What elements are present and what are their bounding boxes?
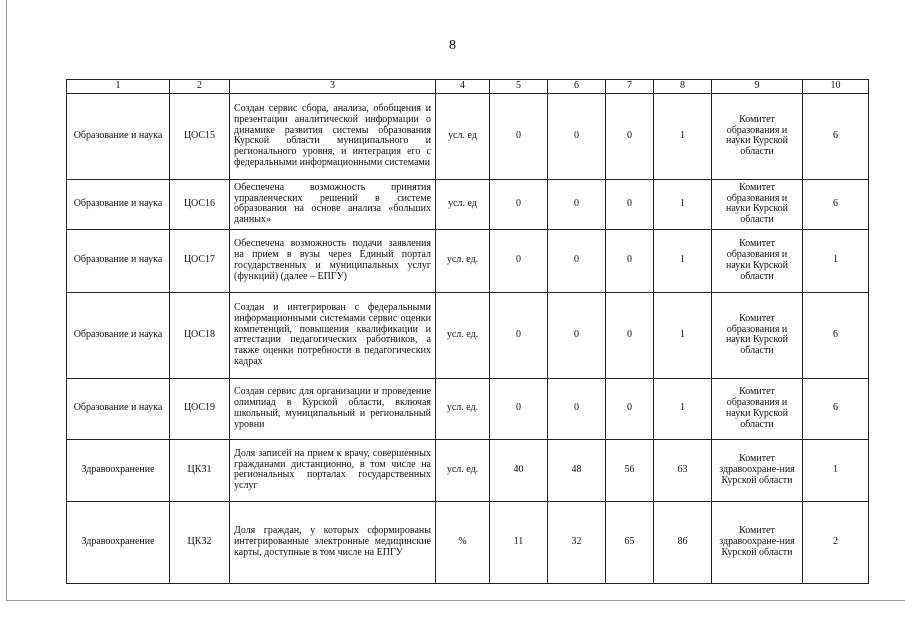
value-cell: 6 (803, 378, 869, 439)
table-row (67, 439, 869, 501)
unit-cell: усл. ед. (436, 229, 490, 292)
unit-cell: усл. ед. (436, 378, 490, 439)
value-cell: 63 (654, 439, 712, 501)
value-cell: 0 (490, 93, 548, 179)
page-edge-left (6, 0, 7, 600)
description-cell: Доля записей на прием к врачу, совершенных гражданами дистанционно, в том числе на региональных порталах государственных услуг (230, 439, 436, 501)
header-cell: 8 (654, 80, 712, 94)
header-cell: 10 (803, 80, 869, 94)
area-cell: Образование и наука (67, 229, 170, 292)
code-cell: ЦОС16 (170, 179, 230, 229)
value-cell: 1 (803, 229, 869, 292)
value-cell: 0 (490, 179, 548, 229)
description-cell: Обеспечена возможность принятия управленческих решений в системе образования на основе анализа «больших данных» (230, 179, 436, 229)
value-cell: 40 (490, 439, 548, 501)
value-cell: 2 (803, 501, 869, 583)
value-cell: 0 (490, 292, 548, 378)
table-row (67, 501, 869, 583)
unit-cell: усл. ед (436, 93, 490, 179)
value-cell: 1 (803, 439, 869, 501)
value-cell: 6 (803, 93, 869, 179)
description-cell: Создан и интегрирован с федеральными информационными системами сервис оценки компетенций, повышения квалификации и аттестации педагогических работников, а также оценки потребности в педагогических кадрах (230, 292, 436, 378)
code-cell: ЦКЗ2 (170, 501, 230, 583)
area-cell: Образование и наука (67, 292, 170, 378)
table-row (67, 93, 869, 179)
responsible-cell: Комитет образования и науки Курской области (712, 378, 803, 439)
header-cell: 1 (67, 80, 170, 94)
table-row (67, 229, 869, 292)
area-cell: Образование и наука (67, 179, 170, 229)
value-cell: 11 (490, 501, 548, 583)
responsible-cell: Комитет образования и науки Курской области (712, 179, 803, 229)
header-row (67, 80, 869, 94)
value-cell: 6 (803, 292, 869, 378)
header-cell: 3 (230, 80, 436, 94)
header-cell: 5 (490, 80, 548, 94)
area-cell: Образование и наука (67, 378, 170, 439)
header-cell: 6 (548, 80, 606, 94)
area-cell: Здравоохранение (67, 439, 170, 501)
value-cell: 1 (654, 229, 712, 292)
header-cell: 9 (712, 80, 803, 94)
code-cell: ЦКЗ1 (170, 439, 230, 501)
description-cell: Обеспечена возможность подачи заявления на прием в вузы через Единый портал государственных и муниципальных услуг (функций) (далее – ЕПГУ) (230, 229, 436, 292)
value-cell: 6 (803, 179, 869, 229)
value-cell: 0 (548, 93, 606, 179)
page-edge-bottom (6, 600, 905, 601)
value-cell: 0 (548, 378, 606, 439)
value-cell: 48 (548, 439, 606, 501)
description-cell: Доля граждан, у которых сформированы интегрированные электронные медицинские карты, доступные в том числе на ЕПГУ (230, 501, 436, 583)
header-cell: 2 (170, 80, 230, 94)
value-cell: 1 (654, 93, 712, 179)
unit-cell: % (436, 501, 490, 583)
table-row (67, 378, 869, 439)
code-cell: ЦОС17 (170, 229, 230, 292)
table-row (67, 179, 869, 229)
area-cell: Образование и наука (67, 93, 170, 179)
value-cell: 0 (606, 93, 654, 179)
code-cell: ЦОС18 (170, 292, 230, 378)
code-cell: ЦОС19 (170, 378, 230, 439)
page-number: 8 (449, 38, 456, 53)
value-cell: 0 (490, 229, 548, 292)
header-cell: 7 (606, 80, 654, 94)
responsible-cell: Комитет образования и науки Курской области (712, 229, 803, 292)
value-cell: 32 (548, 501, 606, 583)
responsible-cell: Комитет образования и науки Курской области (712, 292, 803, 378)
description-cell: Создан сервис сбора, анализа, обобщения и презентации аналитической информации о динамике развития системы образования Курской области муниципального и регионального уровня, и интеграция его с федеральными информационными системами (230, 93, 436, 179)
value-cell: 1 (654, 378, 712, 439)
value-cell: 86 (654, 501, 712, 583)
indicators-table (66, 79, 869, 584)
value-cell: 1 (654, 179, 712, 229)
value-cell: 0 (548, 179, 606, 229)
unit-cell: усл. ед. (436, 292, 490, 378)
responsible-cell: Комитет образования и науки Курской области (712, 93, 803, 179)
header-cell: 4 (436, 80, 490, 94)
code-cell: ЦОС15 (170, 93, 230, 179)
value-cell: 56 (606, 439, 654, 501)
value-cell: 0 (606, 229, 654, 292)
value-cell: 0 (606, 292, 654, 378)
value-cell: 0 (548, 229, 606, 292)
value-cell: 0 (490, 378, 548, 439)
value-cell: 1 (654, 292, 712, 378)
table-row (67, 292, 869, 378)
value-cell: 0 (606, 179, 654, 229)
unit-cell: усл. ед. (436, 439, 490, 501)
value-cell: 0 (548, 292, 606, 378)
responsible-cell: Комитет здравоохране-ния Курской области (712, 439, 803, 501)
unit-cell: усл. ед (436, 179, 490, 229)
value-cell: 0 (606, 378, 654, 439)
value-cell: 65 (606, 501, 654, 583)
area-cell: Здравоохранение (67, 501, 170, 583)
responsible-cell: Комитет здравоохране-ния Курской области (712, 501, 803, 583)
description-cell: Создан сервис для организации и проведение олимпиад в Курской области, включая школьный, муниципальный и региональный уровни (230, 378, 436, 439)
